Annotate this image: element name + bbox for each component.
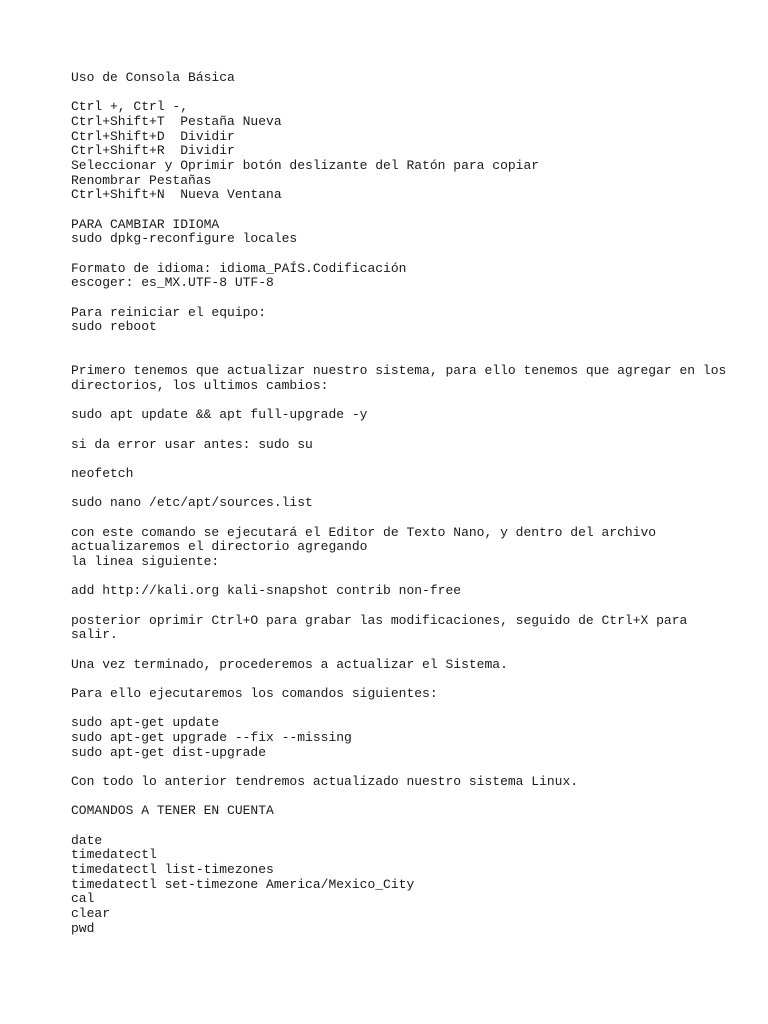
text-line: si da error usar antes: sudo su — [71, 436, 313, 452]
language-block — [71, 218, 731, 247]
text-line: clear — [71, 905, 111, 921]
document-page — [71, 70, 735, 951]
text-line: posterior oprimir Ctrl+O para grabar las modificaciones, seguido de Ctrl+X para salir. — [71, 612, 696, 643]
text-line: sudo apt-get update — [71, 715, 220, 731]
text-line: con este comando se ejecutará el Editor de Texto Nano, y dentro del archivo — [71, 524, 657, 540]
text-line: actualizaremos el directorio agregando — [71, 539, 368, 555]
text-line: neofetch — [71, 465, 134, 481]
save-instructions-block — [71, 614, 731, 643]
commands-heading-block — [71, 804, 731, 819]
nano-command-block — [71, 496, 731, 511]
text-line: la linea siguiente: — [71, 553, 220, 569]
text-line: Para ello ejecutaremos los comandos siguientes: — [71, 685, 438, 701]
text-line: sudo apt-get dist-upgrade — [71, 744, 267, 760]
format-block — [71, 262, 731, 291]
text-line: Primero tenemos que actualizar nuestro sistema, para ello tenemos que agregar en los directorios, los ultimos cambios: — [71, 363, 735, 393]
neofetch-block — [71, 467, 731, 482]
commands-list-block — [71, 834, 731, 937]
text-line: sudo apt update && apt full-upgrade -y — [71, 407, 368, 423]
text-line: Formato de idioma: idioma_PAÍS.Codificación — [71, 260, 407, 276]
text-line: PARA CAMBIAR IDIOMA — [71, 216, 220, 232]
text-line: Uso de Consola Básica — [71, 70, 235, 85]
text-line: Para reiniciar el equipo: — [71, 304, 267, 320]
update-command-block — [71, 408, 731, 423]
commands-intro-block — [71, 687, 731, 702]
conclusion-block — [71, 775, 731, 790]
text-line: timedatectl set-timezone America/Mexico_City — [71, 876, 415, 892]
apt-get-block — [71, 716, 731, 760]
error-note-block — [71, 438, 731, 453]
reboot-block — [71, 306, 731, 335]
text-line: sudo apt-get upgrade --fix --missing — [71, 729, 352, 745]
update-intro-block — [71, 363, 735, 393]
text-line: Ctrl +, Ctrl -, — [71, 99, 189, 115]
text-line: date — [71, 832, 103, 848]
shortcuts-block — [71, 100, 731, 203]
text-line: Ctrl+Shift+N Nueva Ventana — [71, 187, 282, 203]
text-line: sudo dpkg-reconfigure locales — [71, 231, 298, 247]
text-line: cal — [71, 891, 95, 907]
text-line: Ctrl+Shift+D Dividir — [71, 128, 235, 144]
text-line: escoger: es_MX.UTF-8 UTF-8 — [71, 275, 274, 291]
text-line: timedatectl — [71, 847, 157, 863]
text-line: sudo nano /etc/apt/sources.list — [71, 495, 313, 511]
text-line: Renombrar Pestañas — [71, 172, 212, 188]
nano-explanation-block — [71, 526, 731, 570]
text-line: timedatectl list-timezones — [71, 861, 274, 877]
text-line: sudo reboot — [71, 319, 157, 335]
text-line: Ctrl+Shift+R Dividir — [71, 143, 235, 159]
finished-block — [71, 658, 731, 673]
text-line: pwd — [71, 920, 95, 936]
text-line: Una vez terminado, procederemos a actualizar el Sistema. — [71, 656, 508, 672]
repo-line-block — [71, 584, 731, 599]
text-line: COMANDOS A TENER EN CUENTA — [71, 803, 274, 819]
text-line: add http://kali.org kali-snapshot contrib non-free — [71, 583, 462, 599]
text-line: Con todo lo anterior tendremos actualizado nuestro sistema Linux. — [71, 773, 579, 789]
text-line: Ctrl+Shift+T Pestaña Nueva — [71, 114, 282, 129]
title-block — [71, 71, 731, 86]
text-line: Seleccionar y Oprimir botón deslizante del Ratón para copiar — [71, 158, 540, 174]
